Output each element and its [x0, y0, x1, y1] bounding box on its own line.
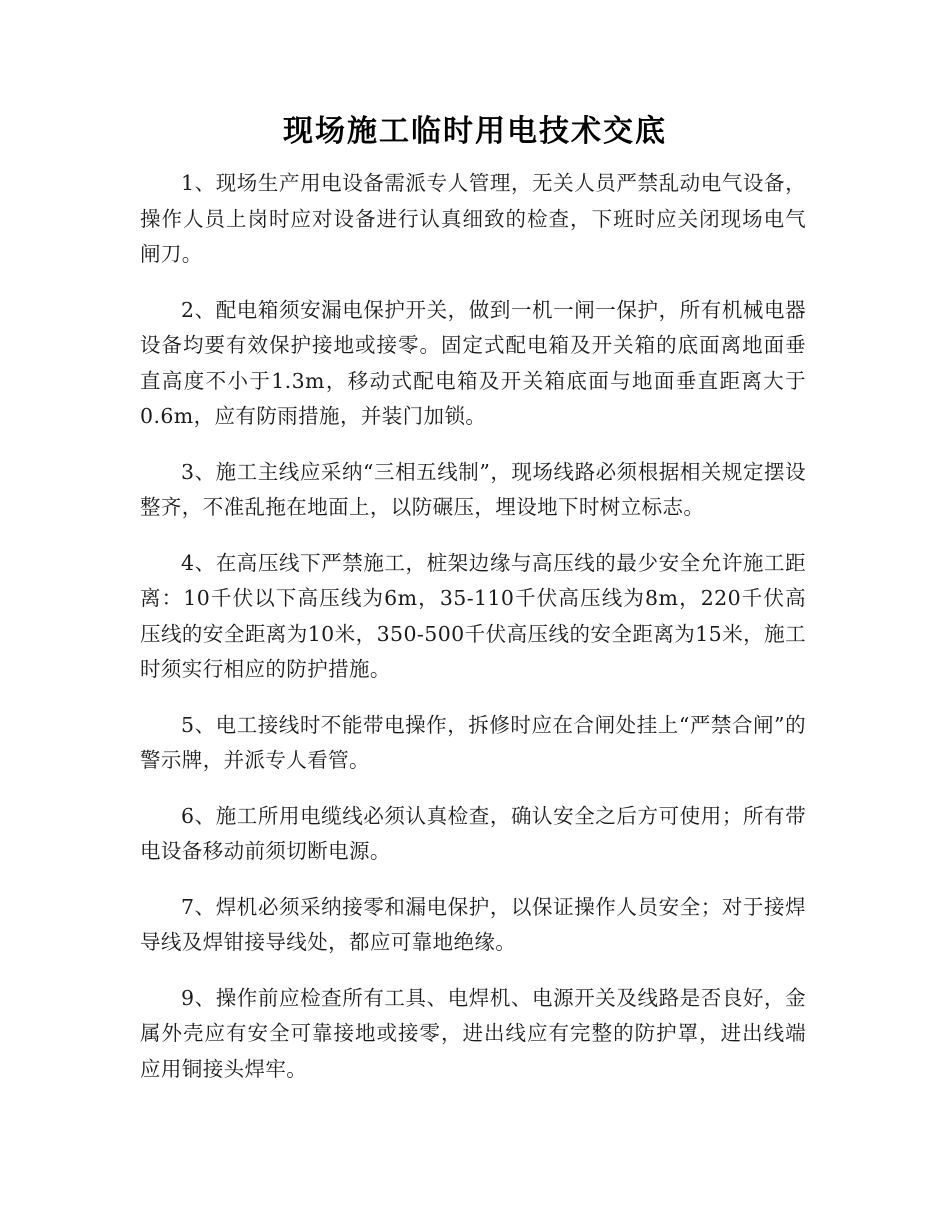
paragraph-5: 5、电工接线时不能带电操作，拆修时应在合闸处挂上“严禁合闸”的警示牌，并派专人看管。 [140, 712, 806, 772]
paragraph-1: 1、现场生产用电设备需派专人管理，无关人员严禁乱动电气设备，操作人员上岗时应对设备进行认真细致的检查，下班时应关闭现场电气闸刀。 [140, 171, 806, 266]
document-title: 现场施工临时用电技术交底 [283, 114, 667, 149]
paragraph-4: 4、在高压线下严禁施工，桩架边缘与高压线的最少安全允许施工距离：10千伏以下高压线为6m，35-110千伏高压线为8m，220千伏高压线的安全距离为10米，350-500千伏高压线的安全距离为15米，施工时须实行相应的防护措施。 [140, 550, 806, 681]
document-body [140, 166, 806, 1107]
paragraph-9: 9、操作前应检查所有工具、电焊机、电源开关及线路是否良好，金属外壳应有安全可靠接地或接零，进出线应有完整的防护罩，进出线端应用铜接头焊牢。 [140, 985, 806, 1081]
paragraph-6: 6、施工所用电缆线必须认真检查，确认安全之后方可使用；所有带电设备移动前须切断电源。 [140, 803, 806, 863]
paragraph-3: 3、施工主线应采纳“三相五线制”，现场线路必须根据相关规定摆设整齐，不准乱拖在地面上，以防碾压，埋设地下时树立标志。 [140, 459, 806, 519]
paragraph-2: 2、配电箱须安漏电保护开关，做到一机一闸一保护，所有机械电器设备均要有效保护接地或接零。固定式配电箱及开关箱的底面离地面垂直高度不小于1.3m，移动式配电箱及开关箱底面与地面垂直距离大于0.6m，应有防雨措施，并装门加锁。 [140, 297, 806, 428]
paragraph-7: 7、焊机必须采纳接零和漏电保护，以保证操作人员安全；对于接焊导线及焊钳接导线处，都应可靠地绝缘。 [140, 894, 806, 954]
